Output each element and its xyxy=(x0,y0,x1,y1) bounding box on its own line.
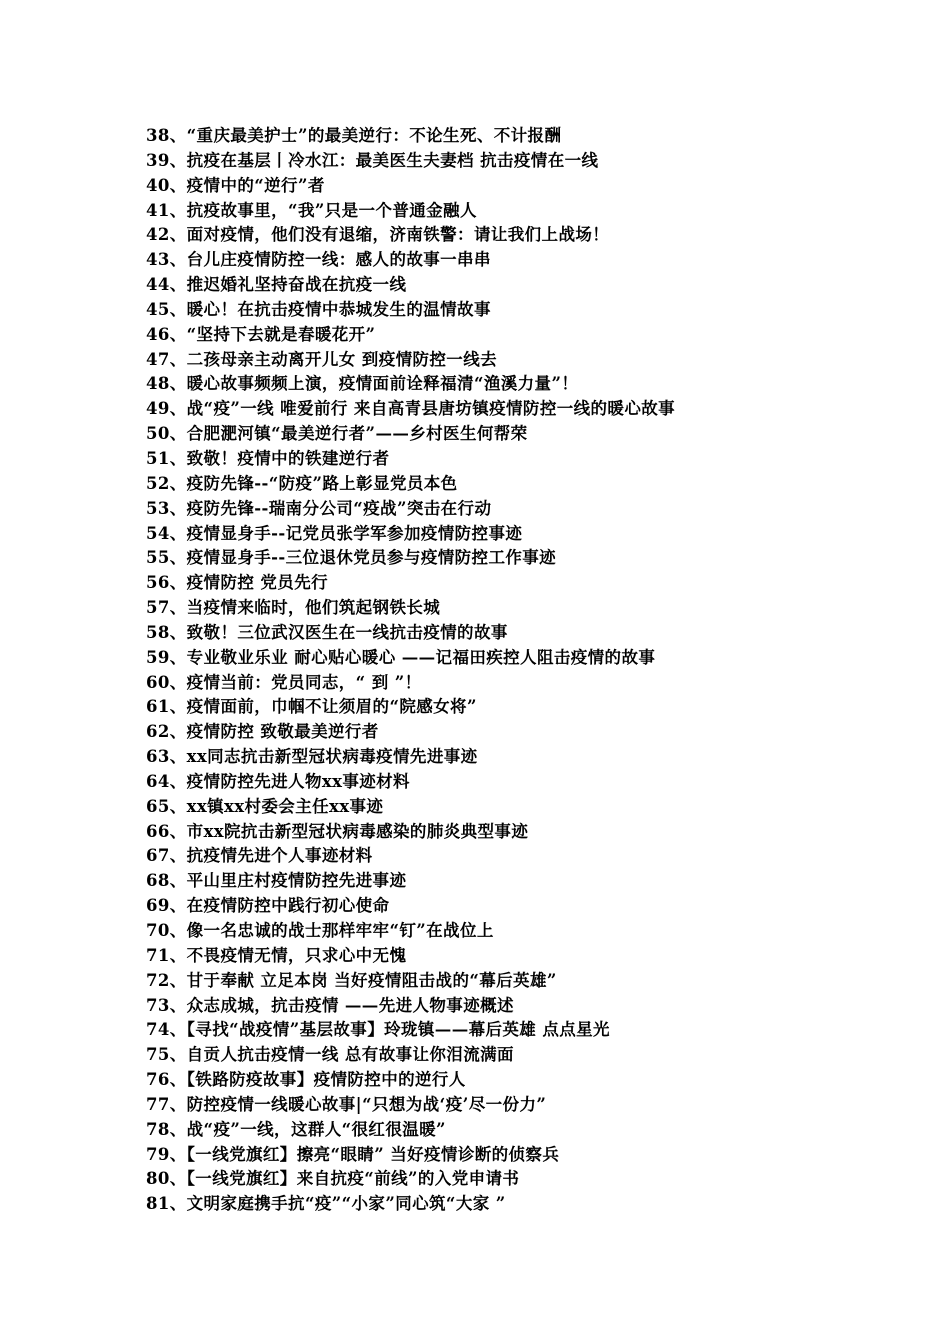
toc-item-63: 63、xx同志抗击新型冠状病毒疫情先进事迹 xyxy=(146,747,478,767)
toc-item-72: 72、甘于奉献 立足本岗 当好疫情阻击战的“幕后英雄” xyxy=(146,970,557,990)
toc-item-81: 81、文明家庭携手抗“疫”“小家”同心筑“大家 ” xyxy=(146,1194,506,1214)
toc-item-56: 56、疫情防控 党员先行 xyxy=(146,573,329,593)
toc-item-79: 79、【一线党旗红】擦亮“眼睛” 当好疫情诊断的侦察兵 xyxy=(146,1144,560,1164)
toc-list xyxy=(146,124,846,1217)
toc-item-55: 55、疫情显身手--三位退休党员参与疫情防控工作事迹 xyxy=(146,548,557,568)
toc-item-47: 47、二孩母亲主动离开儿女 到疫情防控一线去 xyxy=(146,349,498,369)
toc-item-71: 71、不畏疫情无情，只求心中无愧 xyxy=(146,945,407,965)
toc-item-74: 74、【寻找“战疫情”基层故事】玲珑镇——幕后英雄 点点星光 xyxy=(146,1020,610,1040)
toc-item-51: 51、致敬！疫情中的铁建逆行者 xyxy=(146,448,390,468)
toc-item-73: 73、众志成城，抗击疫情 ——先进人物事迹概述 xyxy=(146,995,514,1015)
toc-item-38: 38、“重庆最美护士”的最美逆行：不论生死、不计报酬 xyxy=(146,126,562,145)
toc-item-45: 45、暖心！在抗击疫情中恭城发生的温情故事 xyxy=(146,299,491,319)
toc-item-42: 42、面对疫情，他们没有退缩，济南铁警：请让我们上战场！ xyxy=(146,225,610,245)
toc-item-39: 39、抗疫在基层丨冷水江：最美医生夫妻档 抗击疫情在一线 xyxy=(146,150,599,170)
toc-item-60: 60、疫情当前：党员同志，“ 到 ”！ xyxy=(146,672,422,692)
toc-item-53: 53、疫防先锋--瑞南分公司“疫战”突击在行动 xyxy=(146,498,492,518)
toc-item-69: 69、在疫情防控中践行初心使命 xyxy=(146,896,390,916)
toc-item-44: 44、推迟婚礼坚持奋战在抗疫一线 xyxy=(146,275,407,295)
toc-item-68: 68、平山里庄村疫情防控先进事迹 xyxy=(146,871,407,891)
toc-item-54: 54、疫情显身手--记党员张学军参加疫情防控事迹 xyxy=(146,523,523,543)
toc-item-57: 57、当疫情来临时，他们筑起钢铁长城 xyxy=(146,598,441,618)
toc-item-64: 64、疫情防控先进人物xx事迹材料 xyxy=(146,771,410,791)
toc-item-80: 80、【一线党旗红】来自抗疫“前线”的入党申请书 xyxy=(146,1169,520,1189)
toc-item-78: 78、战“疫”一线，这群人“很红很温暖” xyxy=(146,1119,446,1139)
toc-item-40: 40、疫情中的“逆行”者 xyxy=(146,175,325,195)
toc-item-66: 66、市xx院抗击新型冠状病毒感染的肺炎典型事迹 xyxy=(146,821,529,841)
toc-item-77: 77、防控疫情一线暖心故事|“只想为战‘疫’尽一份力” xyxy=(146,1094,547,1114)
toc-item-75: 75、自贡人抗击疫情一线 总有故事让你泪流满面 xyxy=(146,1045,514,1065)
toc-item-70: 70、像一名忠诚的战士那样牢牢“钉”在战位上 xyxy=(146,921,494,940)
toc-item-48: 48、暖心故事频频上演，疫情面前诠释福清“渔溪力量”！ xyxy=(146,374,579,394)
toc-item-76: 76、【铁路防疫故事】疫情防控中的逆行人 xyxy=(146,1070,466,1090)
toc-item-62: 62、疫情防控 致敬最美逆行者 xyxy=(146,722,379,742)
toc-item-67: 67、抗疫情先进个人事迹材料 xyxy=(146,846,373,866)
toc-item-46: 46、“坚持下去就是春暖花开” xyxy=(146,324,376,344)
toc-item-52: 52、疫防先锋--“防疫”路上彰显党员本色 xyxy=(146,473,458,493)
toc-item-61: 61、疫情面前，巾帼不让须眉的“院感女将” xyxy=(146,697,477,717)
toc-item-65: 65、xx镇xx村委会主任xx事迹 xyxy=(146,796,384,816)
toc-item-58: 58、致敬！三位武汉医生在一线抗击疫情的故事 xyxy=(146,622,508,642)
toc-item-50: 50、合肥淝河镇“最美逆行者”——乡村医生何帮荣 xyxy=(146,424,528,444)
toc-item-59: 59、专业敬业乐业 耐心贴心暖心 ——记福田疾控人阻击疫情的故事 xyxy=(146,647,656,667)
toc-item-41: 41、抗疫故事里，“我”只是一个普通金融人 xyxy=(146,200,477,220)
toc-item-49: 49、战“疫”一线 唯爱前行 来自高青县唐坊镇疫情防控一线的暖心故事 xyxy=(146,399,676,419)
toc-item-43: 43、台儿庄疫情防控一线：感人的故事一串串 xyxy=(146,250,491,270)
